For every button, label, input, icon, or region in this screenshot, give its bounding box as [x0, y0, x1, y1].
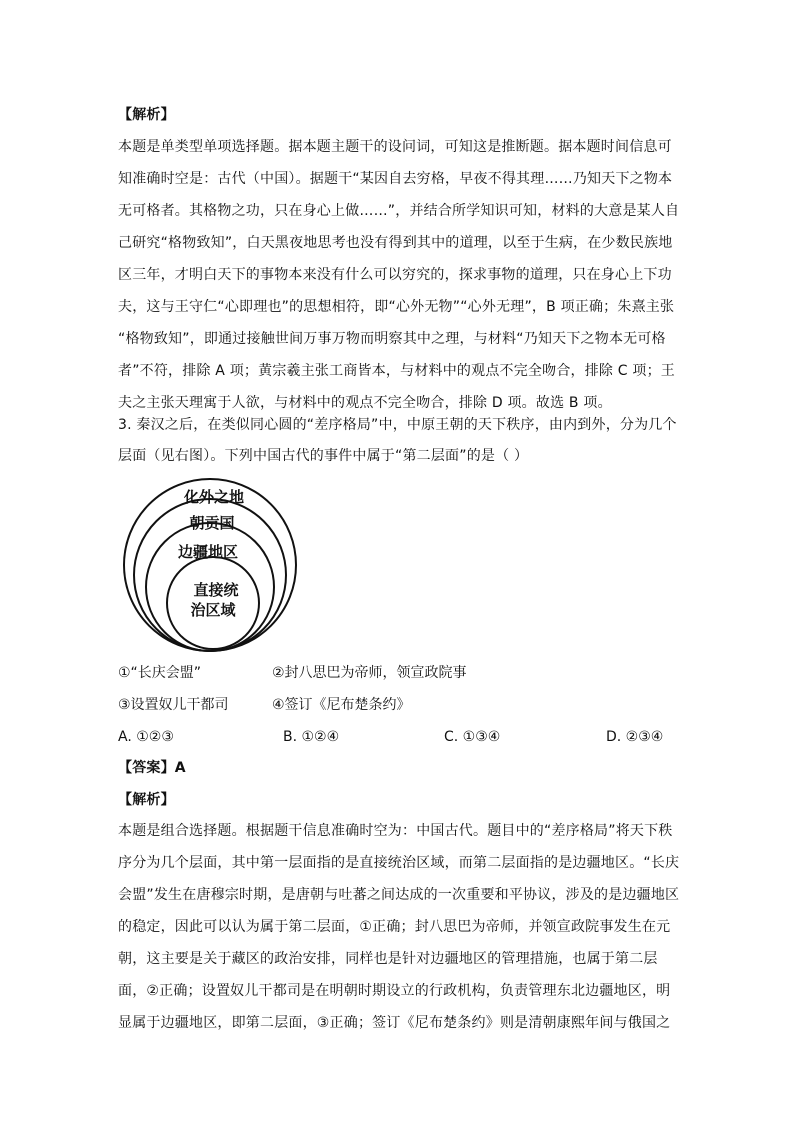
analysis-2-line: 面，②正确；设置奴儿干都司是在明朝时期设立的行政机构，负责管理东北边疆地区，明 — [118, 983, 671, 999]
analysis-1-line: 己研究“格物致知”，白天黑夜地思考也没有得到其中的道理，以至于生病，在少数民族地 — [118, 235, 673, 251]
answer-line: 【答案】A — [118, 760, 186, 776]
ring-label-frontier: 边疆地区 — [177, 543, 239, 561]
analysis-2-line: 本题是组合选择题。根据题干信息准确时空为：中国古代。题目中的“差序格局”将天下秩 — [118, 823, 673, 839]
analysis-1-line: 者”不符，排除 A 项；黄宗羲主张工商皆本，与材料中的观点不完全吻合，排除 C 项；王 — [118, 363, 676, 379]
option-c: C. ①③④ — [444, 729, 501, 745]
analysis-2-line: 序分为几个层面，其中第一层面指的是直接统治区域，而第二层面指的是边疆地区。“长庆 — [118, 855, 680, 871]
analysis-1-line: 知准确时空是：古代（中国）。据题干“某因自去穷格，早夜不得其理……乃知天下之物本 — [118, 171, 673, 187]
analysis-heading-2: 【解析】 — [118, 792, 175, 808]
item-4: ④签订《尼布楚条约》 — [272, 697, 411, 713]
option-a: A. ①②③ — [118, 729, 174, 745]
item-3: ③设置奴儿干都司 — [118, 697, 229, 713]
item-2: ②封八思巴为帝师，领宣政院事 — [272, 665, 467, 681]
analysis-1-line: 本题是单类型单项选择题。据本题主题干的设问词，可知这是推断题。据本题时间信息可 — [118, 139, 672, 155]
analysis-1-line: 无可格者。其格物之功，只在身心上做……”，并结合所学知识可知，材料的大意是某人自 — [118, 203, 680, 219]
analysis-1-line: 夫之主张天理寓于人欲，与材料中的观点不完全吻合，排除 D 项。故选 B 项。 — [118, 395, 612, 411]
analysis-heading-1: 【解析】 — [118, 107, 175, 123]
core-label-line2: 治区域 — [190, 601, 236, 619]
option-b: B. ①②④ — [283, 729, 340, 745]
question-stem-line: 层面（见右图）。下列中国古代的事件中属于“第二层面”的是（ ） — [118, 448, 529, 464]
concentric-circle-diagram — [118, 477, 308, 653]
option-d: D. ②③④ — [606, 729, 664, 745]
question-stem-line: 3. 秦汉之后，在类似同心圆的“差序格局”中，中原王朝的天下秩序，由内到外，分为几个 — [118, 417, 677, 433]
analysis-2-line: 朝，这主要是关于藏区的政治安排，同样也是针对边疆地区的管理措施，也属于第二层 — [118, 951, 658, 967]
item-1: ①“长庆会盟” — [118, 665, 202, 681]
core-label-line1: 直接统 — [193, 581, 239, 599]
analysis-1-line: “格物致知”，即通过接触世间万事万物而明察其中之理，与材料“乃知天下之物本无可格 — [118, 331, 666, 347]
analysis-2-line: 显属于边疆地区，即第二层面，③正确；签订《尼布楚条约》则是清朝康熙年间与俄国之 — [118, 1015, 671, 1031]
analysis-2-line: 的稳定，因此可以认为属于第二层面，①正确；封八思巴为帝师，并领宣政院事发生在元 — [118, 919, 671, 935]
analysis-1-line: 区三年，才明白天下的事物本来没有什么可以穷究的，探求事物的道理，只在身心上下功 — [118, 267, 672, 283]
ring-label-tribute: 朝贡国 — [189, 514, 235, 532]
analysis-1-line: 夫，这与王守仁“心即理也”的思想相符，即“心外无物”“心外无理”，B 项正确；朱熹主张 — [118, 299, 675, 315]
analysis-2-line: 会盟”发生在唐穆宗时期，是唐朝与吐蕃之间达成的一次重要和平协议，涉及的是边疆地区 — [118, 887, 680, 903]
ring-label-outer: 化外之地 — [183, 488, 245, 506]
